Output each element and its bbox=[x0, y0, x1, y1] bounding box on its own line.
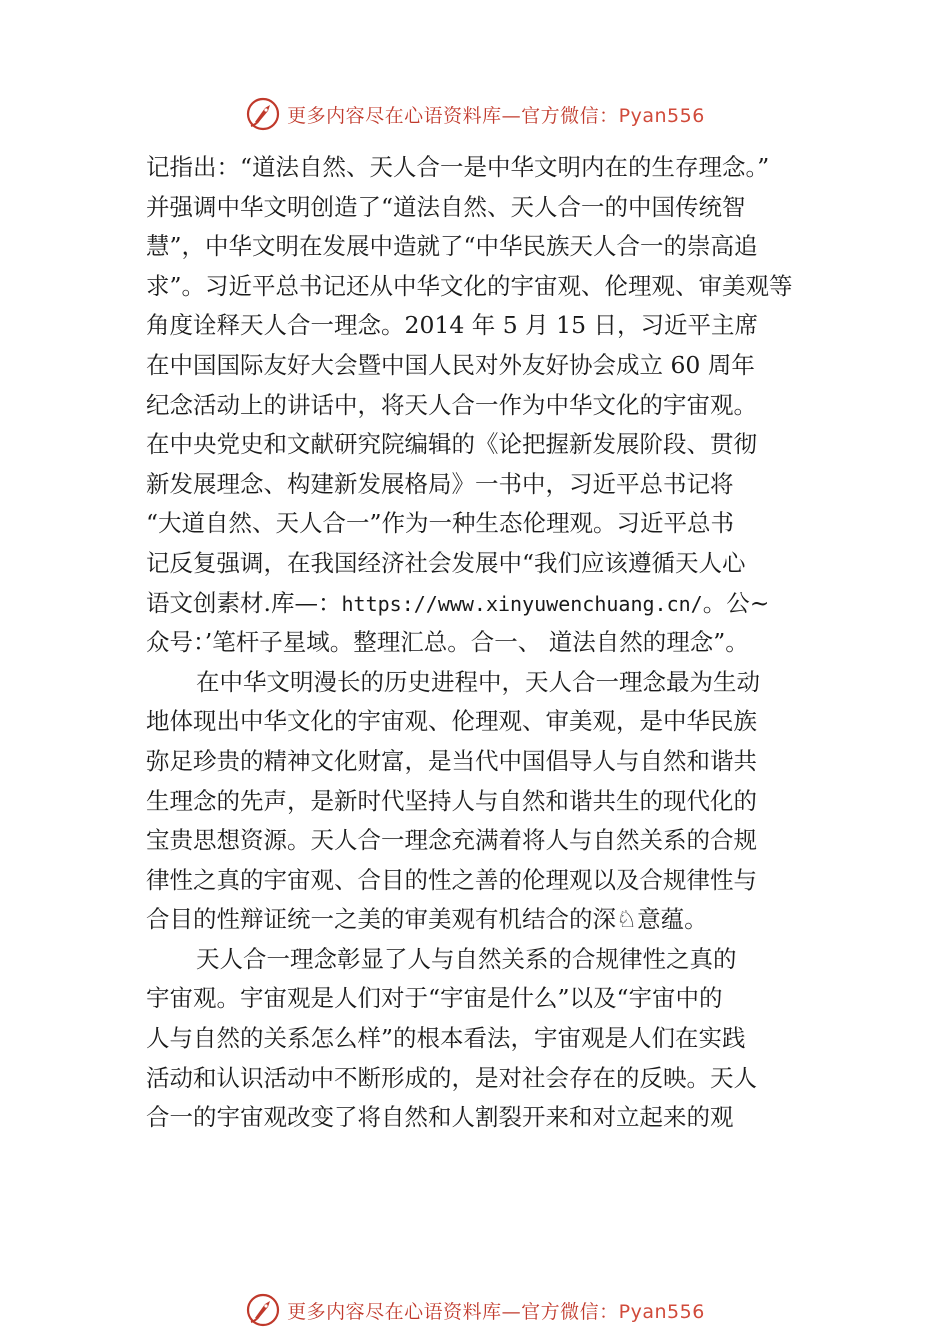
banner-label: 更多内容尽在心语资料库—官方微信： bbox=[287, 104, 619, 127]
banner-text bbox=[287, 1297, 705, 1324]
banner-text bbox=[287, 101, 705, 128]
banner-label: 更多内容尽在心语资料库—官方微信： bbox=[287, 1300, 619, 1323]
pen-nib-logo-icon bbox=[245, 1292, 281, 1328]
paragraph-start: 天人合一理念彰显了人与自然关系的合规律性之真的 bbox=[196, 944, 737, 973]
text-line: 慧”，中华文明在发展中造就了“中华民族天人合一的崇高追 bbox=[146, 232, 758, 261]
pen-nib-logo-icon bbox=[245, 96, 281, 132]
text-line: 求”。习近平总书记还从中华文化的宇宙观、伦理观、审美观等 bbox=[146, 271, 793, 300]
text-line: 记指出：“道法自然、天人合一是中华文明内在的生存理念。” bbox=[146, 153, 770, 181]
url-prefix: 语文创素材.库—： bbox=[146, 588, 342, 617]
text-line: 弥足珍贵的精神文化财富，是当代中国倡导人与自然和谐共 bbox=[146, 746, 757, 775]
text-line: 合目的性辩证统一之美的审美观有机结合的深♘意蕴。 bbox=[146, 905, 708, 934]
text-line: 并强调中华文明创造了“道法自然、天人合一的中国传统智 bbox=[146, 192, 746, 221]
url-suffix: 。公~ bbox=[702, 588, 770, 617]
footer-banner bbox=[0, 1290, 950, 1330]
text-line: 宇宙观。宇宙观是人们对于“宇宙是什么”以及“宇宙中的 bbox=[146, 984, 723, 1013]
banner-account: Pyan556 bbox=[618, 104, 705, 127]
text-line: 角度诠释天人合一理念。2014 年 5 月 15 日，习近平主席 bbox=[146, 311, 759, 340]
text-line: 纪念活动上的讲话中，将天人合一作为中华文化的宇宙观。 bbox=[146, 390, 757, 419]
text-line: 活动和认识活动中不断形成的，是对社会存在的反映。天人 bbox=[146, 1063, 757, 1092]
text-line: 生理念的先声，是新时代坚持人与自然和谐共生的现代化的 bbox=[146, 786, 757, 815]
text-line: 地体现出中华文化的宇宙观、伦理观、审美观，是中华民族 bbox=[146, 707, 757, 736]
text-line: 众号：’笔杆子星域。整理汇总。合一、 道法自然的理念”。 bbox=[146, 628, 749, 657]
header-banner bbox=[0, 94, 950, 134]
text-line: 新发展理念、构建新发展格局》一书中，习近平总书记将 bbox=[146, 469, 734, 498]
text-line: 在中国国际友好大会暨中国人民对外友好协会成立 60 周年 bbox=[146, 350, 755, 379]
text-line-with-url bbox=[146, 584, 826, 624]
text-line: 宝贵思想资源。天人合一理念充满着将人与自然关系的合规 bbox=[146, 826, 757, 855]
text-line: 律性之真的宇宙观、合目的性之善的伦理观以及合规律性与 bbox=[146, 865, 757, 894]
text-line: 在中央党史和文献研究院编辑的《论把握新发展阶段、贯彻 bbox=[146, 430, 757, 459]
document-body bbox=[146, 148, 826, 1138]
text-line: 记反复强调，在我国经济社会发展中“我们应该遵循天人心 bbox=[146, 548, 746, 577]
text-line: “大道自然、天人合一”作为一种生态伦理观。习近平总书 bbox=[146, 509, 735, 538]
paragraph-start: 在中华文明漫长的历史进程中，天人合一理念最为生动 bbox=[196, 667, 760, 696]
text-line: 合一的宇宙观改变了将自然和人割裂开来和对立起来的观 bbox=[146, 1103, 734, 1132]
text-line: 人与自然的关系怎么样”的根本看法，宇宙观是人们在实践 bbox=[146, 1024, 746, 1053]
banner-account: Pyan556 bbox=[618, 1300, 705, 1323]
source-url-link[interactable]: https://www.xinyuwenchuang.cn/ bbox=[341, 591, 703, 616]
